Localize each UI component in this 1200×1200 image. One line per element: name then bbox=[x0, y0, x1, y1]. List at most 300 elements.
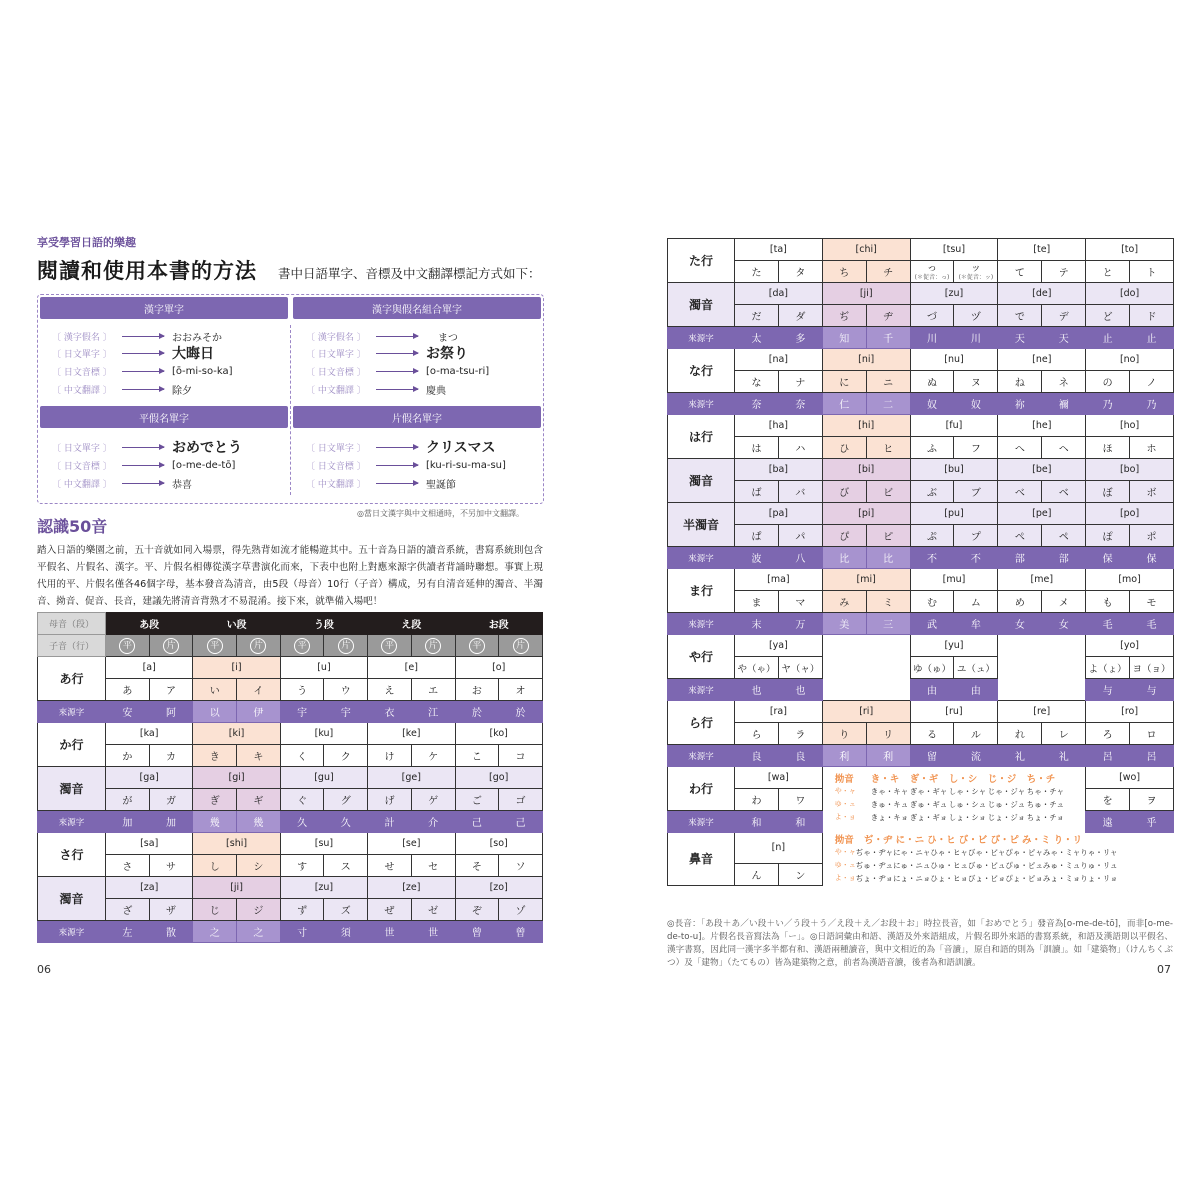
katakana-cell: ナ bbox=[778, 371, 822, 393]
source-cell: 久 bbox=[324, 811, 368, 833]
gojuon-table-left bbox=[37, 612, 543, 943]
katakana-cell: ア bbox=[149, 679, 193, 701]
yoon-prefix: や・ャ bbox=[834, 848, 856, 856]
source-cell: 伊 bbox=[237, 701, 281, 723]
yoon-cell: しょ・ショ bbox=[948, 813, 987, 822]
source-cell: 留 bbox=[910, 745, 954, 767]
sokuon-note: (＊促音：ッ) bbox=[958, 273, 994, 281]
katakana-cell: タ bbox=[778, 261, 822, 283]
row-head: な行 bbox=[668, 349, 735, 393]
romaji-cell: [e] bbox=[368, 657, 455, 679]
row-head: は行 bbox=[668, 415, 735, 459]
romaji-cell: [to] bbox=[1086, 239, 1174, 261]
arrow-icon bbox=[122, 336, 164, 337]
romaji-cell: [mo] bbox=[1086, 569, 1174, 591]
katakana-cell: ウ bbox=[324, 679, 368, 701]
romaji-cell: [ha] bbox=[735, 415, 823, 437]
katakana-cell: ギ bbox=[237, 789, 281, 811]
hiragana-cell: ゆ（ゅ） bbox=[910, 657, 954, 679]
source-cell: 禰 bbox=[1042, 393, 1086, 415]
yoon-cell: きょ・キョ bbox=[870, 813, 909, 822]
source-cell: 流 bbox=[954, 745, 998, 767]
katakana-cell: ヨ（ョ） bbox=[1130, 657, 1174, 679]
katakana-cell: ル bbox=[954, 723, 998, 745]
legend-row: 〔 中文翻譯 〕 聖誕節 bbox=[306, 475, 456, 491]
romaji-cell: [go] bbox=[455, 767, 542, 789]
romaji-cell: [ze] bbox=[368, 877, 455, 899]
legend-row: 〔 日文單字 〕 大晦日 bbox=[52, 345, 214, 361]
yoon-cell: みゅ・ミュ bbox=[1042, 861, 1081, 870]
legend-row: 〔 中文翻譯 〕 恭喜 bbox=[52, 475, 192, 491]
source-cell: 武 bbox=[910, 613, 954, 635]
yoon-row bbox=[834, 859, 1118, 872]
katakana-cell: ヘ bbox=[1042, 437, 1086, 459]
source-cell: 寸 bbox=[280, 921, 324, 943]
hiragana-cell: ぽ bbox=[1086, 525, 1130, 547]
hiragana-cell: あ bbox=[106, 679, 150, 701]
katakana-cell: グ bbox=[324, 789, 368, 811]
hiragana-cell: も bbox=[1086, 591, 1130, 613]
katakana-cell: ゾ bbox=[499, 899, 543, 921]
source-label: 來源字 bbox=[38, 811, 106, 833]
arrow-icon bbox=[376, 336, 418, 337]
romaji-cell: [yo] bbox=[1086, 635, 1174, 657]
katakana-cell: ド bbox=[1130, 305, 1174, 327]
katakana-cell: ミ bbox=[866, 591, 910, 613]
katakana-cell: シ bbox=[237, 855, 281, 877]
katakana-mark-icon: 片 bbox=[513, 638, 529, 654]
romaji-cell: [chi] bbox=[822, 239, 910, 261]
hiragana-cell: し bbox=[193, 855, 237, 877]
source-cell: 美 bbox=[822, 613, 866, 635]
source-cell: 乃 bbox=[1130, 393, 1174, 415]
romaji-cell: [mi] bbox=[822, 569, 910, 591]
yoon-row bbox=[834, 872, 1118, 885]
arrow-icon bbox=[376, 353, 418, 354]
legend-value: お祭り bbox=[426, 346, 468, 362]
section-title: 認識50音 bbox=[37, 517, 108, 536]
legend-row: 〔 漢字假名 〕 おおみそか bbox=[52, 328, 222, 344]
source-cell: 礼 bbox=[1042, 745, 1086, 767]
source-cell: 遠 bbox=[1086, 811, 1130, 833]
romaji-cell: [ki] bbox=[193, 723, 280, 745]
hiragana-cell: の bbox=[1086, 371, 1130, 393]
romaji-cell: [zu] bbox=[910, 283, 998, 305]
source-cell: 良 bbox=[735, 745, 779, 767]
right-page bbox=[600, 0, 1200, 1200]
romaji-cell: [yu] bbox=[910, 635, 998, 657]
yoon-cell: きゃ・キャ bbox=[870, 787, 909, 796]
source-cell: 川 bbox=[910, 327, 954, 349]
legend-value: 除夕 bbox=[172, 385, 192, 397]
katakana-cell: バ bbox=[778, 481, 822, 503]
romaji-cell: [ga] bbox=[106, 767, 193, 789]
yoon-cell: ちょ・チョ bbox=[1026, 813, 1065, 822]
katakana-cell: ヂ bbox=[866, 305, 910, 327]
katakana-cell: チ bbox=[866, 261, 910, 283]
yoon-cell: ぢゅ・ヂュ bbox=[855, 861, 894, 870]
romaji-cell: [ma] bbox=[735, 569, 823, 591]
katakana-cell: ン bbox=[778, 863, 822, 885]
source-cell: 於 bbox=[499, 701, 543, 723]
romaji-cell: [ko] bbox=[455, 723, 542, 745]
source-cell: 部 bbox=[998, 547, 1042, 569]
yoon-cell: りゅ・リュ bbox=[1080, 861, 1118, 870]
hiragana-cell: ざ bbox=[106, 899, 150, 921]
hiragana-cell: ぴ bbox=[822, 525, 866, 547]
source-cell: 二 bbox=[866, 393, 910, 415]
source-cell: 部 bbox=[1042, 547, 1086, 569]
romaji-cell: [ji] bbox=[193, 877, 280, 899]
sokuon-note: (＊促音：っ) bbox=[914, 273, 950, 281]
yoon-head-cell: り・リ bbox=[1053, 835, 1083, 846]
row-head: 濁音 bbox=[38, 767, 106, 811]
katakana-cell: ゴ bbox=[499, 789, 543, 811]
source-cell: 幾 bbox=[237, 811, 281, 833]
katakana-cell: ス bbox=[324, 855, 368, 877]
hiragana-cell bbox=[910, 261, 954, 283]
katakana-cell: コ bbox=[499, 745, 543, 767]
hiragana-cell: ば bbox=[735, 481, 779, 503]
row-head: 濁音 bbox=[38, 877, 106, 921]
source-cell: 与 bbox=[1086, 679, 1130, 701]
yoon-cell: ちゅ・チュ bbox=[1026, 800, 1065, 809]
romaji-cell: [o] bbox=[455, 657, 542, 679]
legend-row: 〔 日文音標 〕 [o-me-de-tō] bbox=[52, 459, 236, 472]
hiragana-cell: を bbox=[1086, 789, 1130, 811]
katakana-cell: ネ bbox=[1042, 371, 1086, 393]
hiragana-mark-icon: 平 bbox=[469, 638, 485, 654]
romaji-cell: [mu] bbox=[910, 569, 998, 591]
romaji-cell: [no] bbox=[1086, 349, 1174, 371]
legend-row: 〔 日文音標 〕 [o-ma-tsu-ri] bbox=[306, 365, 490, 378]
vowel-label: 母音（段） bbox=[38, 613, 106, 635]
arrow-icon bbox=[122, 465, 164, 466]
source-cell: 与 bbox=[1130, 679, 1174, 701]
consonant-label: 子音（行） bbox=[38, 635, 106, 657]
yoon-head-cell: み・ミ bbox=[1022, 835, 1051, 846]
yoon-cell: びゅ・ビュ bbox=[967, 861, 1006, 870]
source-cell: 左 bbox=[106, 921, 150, 943]
gojuon-table-right bbox=[667, 238, 1173, 886]
yoon-table bbox=[834, 832, 1118, 885]
romaji-cell: [pe] bbox=[998, 503, 1086, 525]
source-cell: 加 bbox=[149, 811, 193, 833]
source-label: 來源字 bbox=[668, 745, 735, 767]
romaji-cell: [bo] bbox=[1086, 459, 1174, 481]
hiragana-cell: で bbox=[998, 305, 1042, 327]
yoon-header bbox=[835, 832, 1085, 846]
source-cell: 由 bbox=[954, 679, 998, 701]
source-cell: 世 bbox=[368, 921, 412, 943]
yoon-row bbox=[835, 785, 1085, 798]
katakana-cell: ケ bbox=[411, 745, 455, 767]
intro-paragraph: 踏入日語的樂園之前，五十音就如同入場票，得先熟背如流才能暢遊其中。五十音為日語的讀音系統，書寫系統則包含平假名、片假名、漢字。平、片假名相傳從漢字草書演化而來，下表中也附上對應來源字供讀者背誦時聯想。事實上現代用的平、片假名僅各46個字母，基本發音為清音，由5段（母音）10行（子音）構成，另有自清音延伸的濁音、半濁音、拗音、促音、長音，建議先將清音背熟才不易混淆。接下來，就準備入場吧！ bbox=[37, 545, 543, 607]
yoon-prefix: よ・ョ bbox=[834, 874, 856, 882]
source-cell: 乃 bbox=[1086, 393, 1130, 415]
hiragana-cell: づ bbox=[910, 305, 954, 327]
romaji-cell: [ji] bbox=[822, 283, 910, 305]
katakana-mark-icon: 片 bbox=[338, 638, 354, 654]
legend-kanji-title: 漢字單字 bbox=[40, 297, 288, 319]
legend-value: クリスマス bbox=[426, 440, 496, 456]
katakana-mark-cell bbox=[149, 635, 193, 657]
source-cell: 波 bbox=[735, 547, 779, 569]
katakana-cell: ブ bbox=[954, 481, 998, 503]
yoon-head-cell: き・キ bbox=[870, 774, 900, 785]
romaji-cell: [ro] bbox=[1086, 701, 1174, 723]
source-label: 來源字 bbox=[38, 921, 106, 943]
katakana-cell: ロ bbox=[1130, 723, 1174, 745]
katakana-cell: メ bbox=[1042, 591, 1086, 613]
arrow-icon bbox=[122, 371, 164, 372]
yoon-cell: ひょ・ヒョ bbox=[930, 874, 968, 883]
hiragana-mark-cell bbox=[106, 635, 150, 657]
source-cell: 宇 bbox=[280, 701, 324, 723]
romaji-cell: [re] bbox=[998, 701, 1086, 723]
katakana-cell: ソ bbox=[499, 855, 543, 877]
romaji-cell: [tsu] bbox=[910, 239, 998, 261]
romaji-cell: [ru] bbox=[910, 701, 998, 723]
legend-divider bbox=[290, 325, 291, 495]
romaji-cell: [shi] bbox=[193, 833, 280, 855]
romaji-cell: [n] bbox=[735, 833, 823, 864]
yoon-cell: にょ・ニョ bbox=[893, 874, 931, 883]
arrow-icon bbox=[376, 465, 418, 466]
legend-kanji-kana-title: 漢字與假名組合單字 bbox=[293, 297, 541, 319]
source-cell: 之 bbox=[193, 921, 237, 943]
romaji-cell: [ni] bbox=[822, 349, 910, 371]
katakana-cell: セ bbox=[411, 855, 455, 877]
legend-value: 慶典 bbox=[426, 385, 446, 397]
katakana-mark-icon: 片 bbox=[250, 638, 266, 654]
yoon-cell: きゅ・キュ bbox=[870, 800, 909, 809]
katakana-cell: マ bbox=[778, 591, 822, 613]
yoon-prefix: ゆ・ュ bbox=[834, 861, 856, 869]
romaji-cell: [fu] bbox=[910, 415, 998, 437]
hiragana-cell: と bbox=[1086, 261, 1130, 283]
romaji-cell: [ta] bbox=[735, 239, 823, 261]
source-cell: 祢 bbox=[998, 393, 1042, 415]
hiragana-cell: べ bbox=[998, 481, 1042, 503]
yoon-cell: ぢゃ・ヂャ bbox=[855, 848, 894, 857]
legend-row: 〔 中文翻譯 〕 除夕 bbox=[52, 381, 192, 397]
yoon-block bbox=[822, 767, 1118, 886]
hiragana-cell: れ bbox=[998, 723, 1042, 745]
katakana-cell: オ bbox=[499, 679, 543, 701]
yoon-cell: ぴょ・ピョ bbox=[1005, 874, 1043, 883]
source-cell: 奈 bbox=[735, 393, 779, 415]
katakana-cell: ペ bbox=[1042, 525, 1086, 547]
row-head: あ行 bbox=[38, 657, 106, 701]
footnote: ◎長音：「あ段＋あ／い段＋い／う段＋う／え段＋え／お段＋お」時拉長音，如「おめでとう」發音為[o-me-de-tō]，而非[o-me-de-to-u]。片假名長音寫法為「ー」。◎日語詞彙由和語、漢語及外來語組成，片假名即外來語的書寫系統，和語及漢語則以平假名、漢字書寫，因此同一漢字多半都有和、漢語兩種讀音，與中文相近的為「音讀」，原自和語的則為「訓讀」。如「建築物」（けんちくぶつ）及「建物」（たてもの）皆為建築物之意，前者為漢語音讀，後者為和語訓讀。 bbox=[667, 919, 1173, 968]
katakana-cell: ビ bbox=[866, 481, 910, 503]
hiragana-cell: ず bbox=[280, 899, 324, 921]
hiragana-cell: ぜ bbox=[368, 899, 412, 921]
source-cell: 千 bbox=[866, 327, 910, 349]
yoon-cell: びょ・ビョ bbox=[967, 874, 1006, 883]
source-cell: 久 bbox=[280, 811, 324, 833]
row-head: ら行 bbox=[668, 701, 735, 745]
yoon-cell: ちゃ・チャ bbox=[1026, 787, 1065, 796]
romaji-cell: [nu] bbox=[910, 349, 998, 371]
hiragana-cell: ぶ bbox=[910, 481, 954, 503]
source-cell: 比 bbox=[866, 547, 910, 569]
yoon-cell: りゃ・リャ bbox=[1080, 848, 1118, 857]
hiragana-cell: や（ゃ） bbox=[735, 657, 779, 679]
katakana-mark-cell bbox=[324, 635, 368, 657]
katakana-mark-cell bbox=[499, 635, 543, 657]
source-label: 來源字 bbox=[38, 701, 106, 723]
page-heading: 閱讀和使用本書的方法 bbox=[37, 259, 257, 283]
yoon-cell: にゅ・ニュ bbox=[893, 861, 931, 870]
source-label: 來源字 bbox=[668, 679, 735, 701]
hiragana-cell: こ bbox=[455, 745, 499, 767]
yoon-prefix: よ・ョ bbox=[834, 813, 856, 821]
source-cell: 保 bbox=[1086, 547, 1130, 569]
legend-note: ◎當日文漢字與中文相通時，不另加中文翻譯。 bbox=[357, 509, 524, 518]
notation-legend bbox=[37, 294, 544, 504]
source-cell: 幾 bbox=[193, 811, 237, 833]
source-cell: 曾 bbox=[455, 921, 499, 943]
row-head: た行 bbox=[668, 239, 735, 283]
source-cell: 奴 bbox=[954, 393, 998, 415]
source-cell: 利 bbox=[822, 745, 866, 767]
yoon-head-cell: 拗音 bbox=[834, 835, 854, 846]
romaji-cell: [bu] bbox=[910, 459, 998, 481]
legend-value: 聖誕節 bbox=[426, 479, 456, 491]
hiragana-cell: わ bbox=[735, 789, 779, 811]
hiragana-cell: そ bbox=[455, 855, 499, 877]
romaji-cell: [ri] bbox=[822, 701, 910, 723]
hiragana-cell: は bbox=[735, 437, 779, 459]
katakana-mark-cell bbox=[411, 635, 455, 657]
kana-text: ッ bbox=[970, 262, 981, 274]
romaji-cell: [gi] bbox=[193, 767, 280, 789]
romaji-cell: [pa] bbox=[735, 503, 823, 525]
yoon-cell: みょ・ミョ bbox=[1042, 874, 1081, 883]
romaji-cell: [ke] bbox=[368, 723, 455, 745]
romaji-cell: [ra] bbox=[735, 701, 823, 723]
legend-row: 〔 日文單字 〕 お祭り bbox=[306, 345, 468, 361]
hiragana-mark-icon: 平 bbox=[381, 638, 397, 654]
yoon-prefix: や・ャ bbox=[834, 787, 856, 795]
katakana-cell: ゲ bbox=[411, 789, 455, 811]
hiragana-cell: ひ bbox=[822, 437, 866, 459]
hiragana-cell: ま bbox=[735, 591, 779, 613]
hiragana-cell: け bbox=[368, 745, 412, 767]
hiragana-cell: が bbox=[106, 789, 150, 811]
hiragana-cell: す bbox=[280, 855, 324, 877]
legend-value: おおみそか bbox=[172, 332, 222, 344]
source-cell: 天 bbox=[1042, 327, 1086, 349]
source-cell: 安 bbox=[106, 701, 150, 723]
yoon-cell: にゃ・ニャ bbox=[893, 848, 931, 857]
source-cell: 以 bbox=[193, 701, 237, 723]
yoon-cell: じょ・ジョ bbox=[987, 813, 1026, 822]
source-cell: 阿 bbox=[149, 701, 193, 723]
hiragana-cell: ぼ bbox=[1086, 481, 1130, 503]
hiragana-cell: み bbox=[822, 591, 866, 613]
row-head: か行 bbox=[38, 723, 106, 767]
source-cell: 之 bbox=[237, 921, 281, 943]
katakana-cell: ボ bbox=[1130, 481, 1174, 503]
romaji-cell: [te] bbox=[998, 239, 1086, 261]
source-cell: 太 bbox=[735, 327, 779, 349]
hiragana-cell: う bbox=[280, 679, 324, 701]
hiragana-cell: ぐ bbox=[280, 789, 324, 811]
romaji-cell: [me] bbox=[998, 569, 1086, 591]
yoon-head-cell: ち・チ bbox=[1026, 774, 1056, 785]
source-cell: 和 bbox=[735, 811, 779, 833]
source-cell: 良 bbox=[778, 745, 822, 767]
romaji-cell: [be] bbox=[998, 459, 1086, 481]
romaji-cell: [ba] bbox=[735, 459, 823, 481]
romaji-cell: [de] bbox=[998, 283, 1086, 305]
hiragana-cell: さ bbox=[106, 855, 150, 877]
source-cell: 己 bbox=[455, 811, 499, 833]
series-title: 享受學習日語的樂趣 bbox=[37, 236, 136, 249]
hiragana-mark-cell bbox=[280, 635, 324, 657]
arrow-icon bbox=[122, 447, 164, 448]
row-head: ま行 bbox=[668, 569, 735, 613]
yoon-row bbox=[834, 846, 1118, 859]
romaji-cell: [wo] bbox=[1086, 767, 1174, 789]
source-label: 來源字 bbox=[668, 811, 735, 833]
column-header: い段 bbox=[193, 613, 280, 635]
source-cell: 不 bbox=[954, 547, 998, 569]
source-cell: 止 bbox=[1086, 327, 1130, 349]
yoon-head-cell: に・ニ bbox=[895, 835, 925, 846]
romaji-cell: [a] bbox=[106, 657, 193, 679]
yoon-head-cell: び・ビ bbox=[958, 835, 988, 846]
legend-hiragana-title: 平假名單字 bbox=[40, 406, 288, 428]
source-cell: 加 bbox=[106, 811, 150, 833]
source-cell: 比 bbox=[822, 547, 866, 569]
source-cell: 計 bbox=[368, 811, 412, 833]
hiragana-cell: む bbox=[910, 591, 954, 613]
hiragana-cell: お bbox=[455, 679, 499, 701]
yoon-cell: りょ・リョ bbox=[1080, 874, 1118, 883]
page-heading-sub: 書中日語單字、音標及中文翻譯標記方式如下： bbox=[278, 266, 541, 281]
arrow-icon bbox=[122, 353, 164, 354]
romaji-cell: [gu] bbox=[280, 767, 367, 789]
katakana-cell: ヤ（ャ） bbox=[778, 657, 822, 679]
katakana-cell: キ bbox=[237, 745, 281, 767]
yoon-cell: ひゃ・ヒャ bbox=[930, 848, 968, 857]
katakana-cell: カ bbox=[149, 745, 193, 767]
yoon-cell: ぢょ・ヂョ bbox=[855, 874, 894, 883]
source-cell: 牟 bbox=[954, 613, 998, 635]
romaji-cell: [i] bbox=[193, 657, 280, 679]
hiragana-cell: く bbox=[280, 745, 324, 767]
romaji-cell: [wa] bbox=[735, 767, 823, 789]
hiragana-cell: せ bbox=[368, 855, 412, 877]
source-cell: 江 bbox=[411, 701, 455, 723]
hiragana-cell: ど bbox=[1086, 305, 1130, 327]
source-label: 來源字 bbox=[668, 327, 735, 349]
katakana-cell: リ bbox=[866, 723, 910, 745]
yoon-cell: しゃ・シャ bbox=[948, 787, 987, 796]
legend-katakana-title: 片假名單字 bbox=[293, 406, 541, 428]
row-head: さ行 bbox=[38, 833, 106, 877]
source-cell: 止 bbox=[1130, 327, 1174, 349]
katakana-cell: ワ bbox=[778, 789, 822, 811]
source-cell: 多 bbox=[778, 327, 822, 349]
hiragana-mark-icon: 平 bbox=[119, 638, 135, 654]
hiragana-cell: ぺ bbox=[998, 525, 1042, 547]
romaji-cell: [ne] bbox=[998, 349, 1086, 371]
